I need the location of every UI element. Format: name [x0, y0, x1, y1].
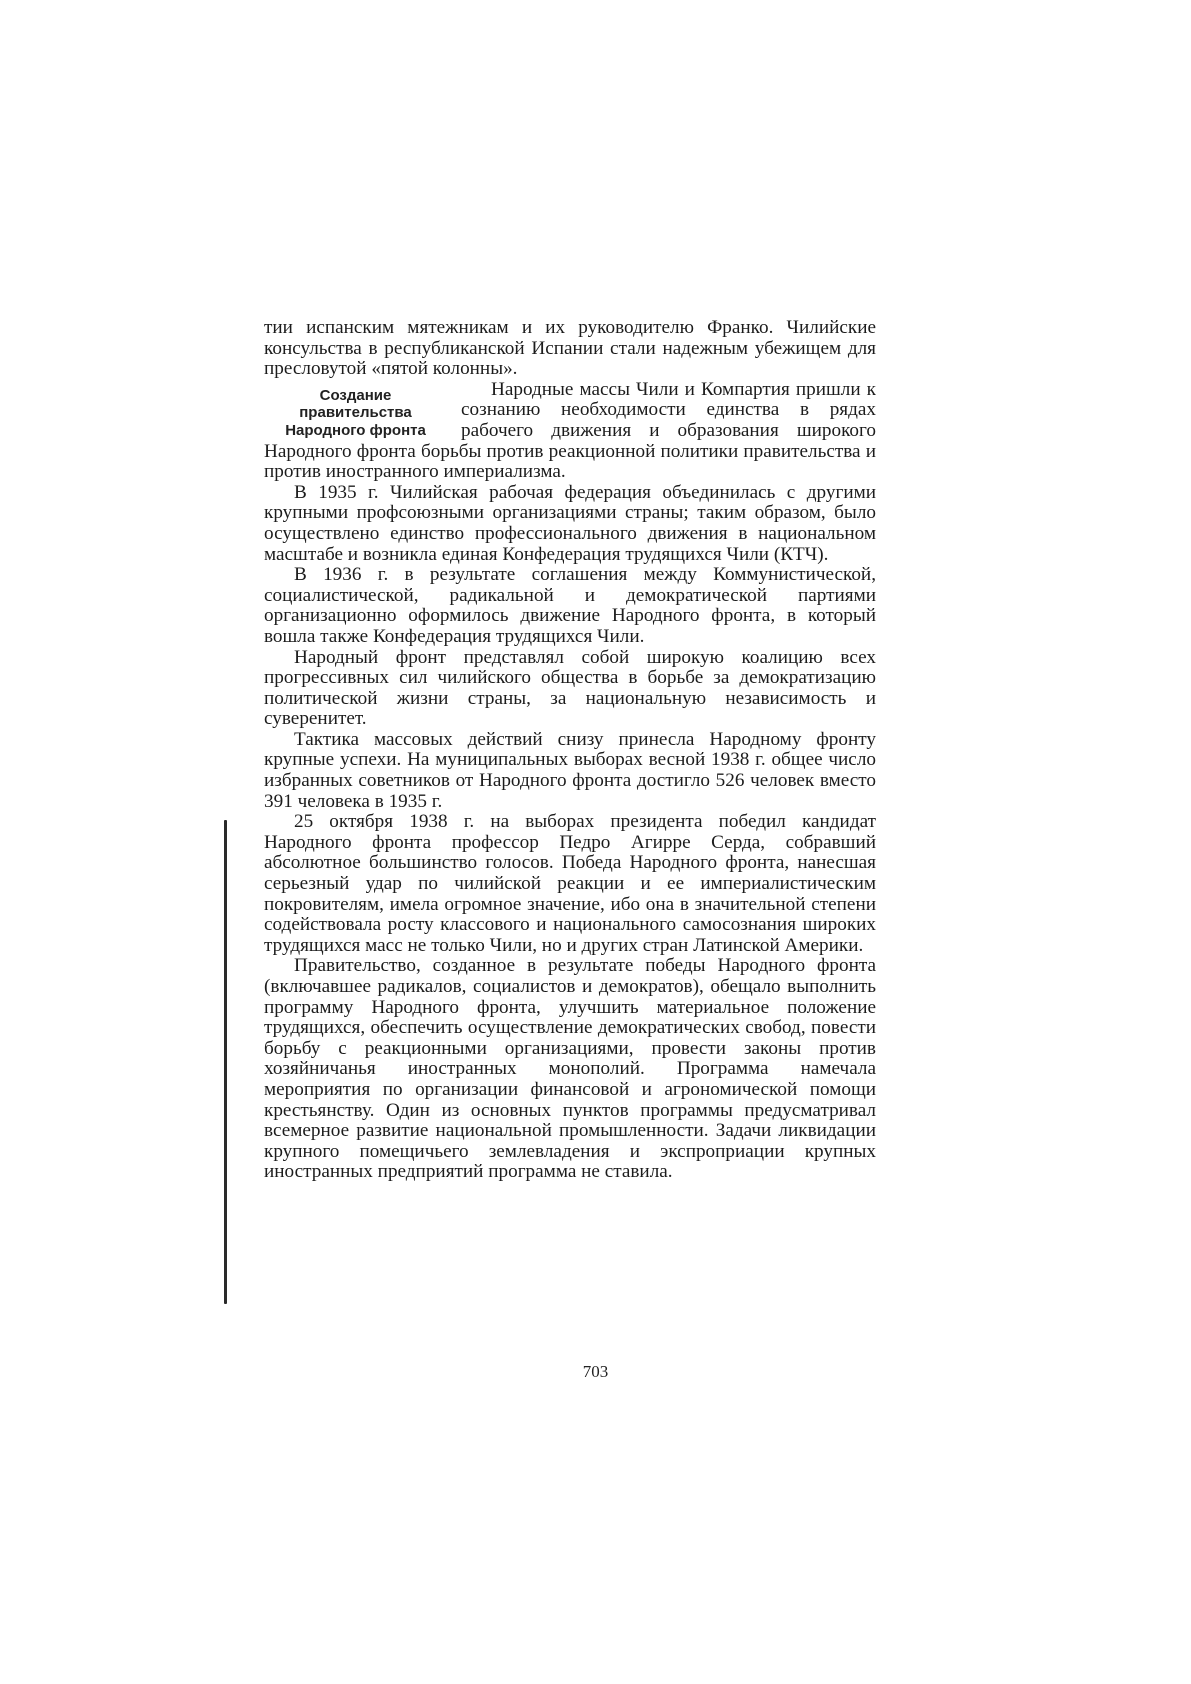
side-heading-line: Народного фронта [285, 421, 426, 439]
paragraph-coalition: Народный фронт представлял собой широкую коалицию всех прогрессивных сил чилийского общества в борьбе за демократизацию политической жизни страны, за национальную независимость и суверенитет. [264, 646, 876, 730]
margin-mark [224, 820, 227, 1304]
side-heading-line: правительства [299, 404, 412, 422]
paragraph-text: Народные массы Чили и Компартия пришли к сознанию необходимости единства в рядах рабочего движения и образования широкого Народного фронта борьбы против реакционной политики правительства и против иностранного империализма. [264, 378, 876, 483]
paragraph-continuation: тии испанским мятежникам и их руководителю Франко. Чилийские консульства в республиканской Испании стали надежным убежищем для пресловутой «пятой колонны». [264, 317, 876, 380]
page-body [264, 318, 876, 1183]
paragraph-government-program: Правительство, созданное в результате победы Народного фронта (включавшее радикалов, социалистов и демократов), обещало выполнить программу Народного фронта, улучшить материальное положение трудящихся, обеспечить осуществление демократических свобод, повести борьбу с реакционными организациями, провести законы против хозяйничанья иностранных монополий. Программа намечала мероприятия по организации финансовой и агрономической помощи крестьянству. Один из основных пунктов программы предусматривал всемерное развитие национальной промышленности. Задачи ликвидации крупного помещичьего землевладения и экспроприации крупных иностранных предприятий программа не ставила. [264, 955, 876, 1183]
side-heading-line: Создание [319, 386, 392, 404]
paragraph-tactics: Тактика массовых действий снизу принесла Народному фронту крупные успехи. На муниципальных выборах весной 1938 г. общее число избранных советников от Народного фронта достигло 526 человек вместо 391 человека в 1935 г. [264, 728, 876, 812]
paragraph-1936-agreement: В 1936 г. в результате соглашения между Коммунистической, социалистической, радикальной и демократической партиями организационно оформилось движение Народного фронта, в который вошла также Конфедерация трудящихся Чили. [264, 564, 876, 647]
paragraph-1935-federation: В 1935 г. Чилийская рабочая федерация объединилась с другими крупными профсоюзными организациями страны; таким образом, было осуществлено единство профессионального движения в национальном масштабе и возникла единая Конфедерация трудящихся Чили (КТЧ). [264, 481, 876, 565]
paragraph-1938-election: 25 октября 1938 г. на выборах президента победил кандидат Народного фронта профессор Педро Агирре Серда, собравший абсолютное большинство голосов. Победа Народного фронта, нанесшая серьезный удар по чилийской реакции и ее империалистическим покровителям, имела огромное значение, ибо она в значительной степени содействовала росту классового и национального самосознания широких трудящихся масс не только Чили, но и других стран Латинской Америки. [264, 811, 876, 956]
side-heading [264, 387, 447, 440]
paragraph-popular-masses [264, 380, 876, 483]
page-number: 703 [582, 1362, 609, 1381]
